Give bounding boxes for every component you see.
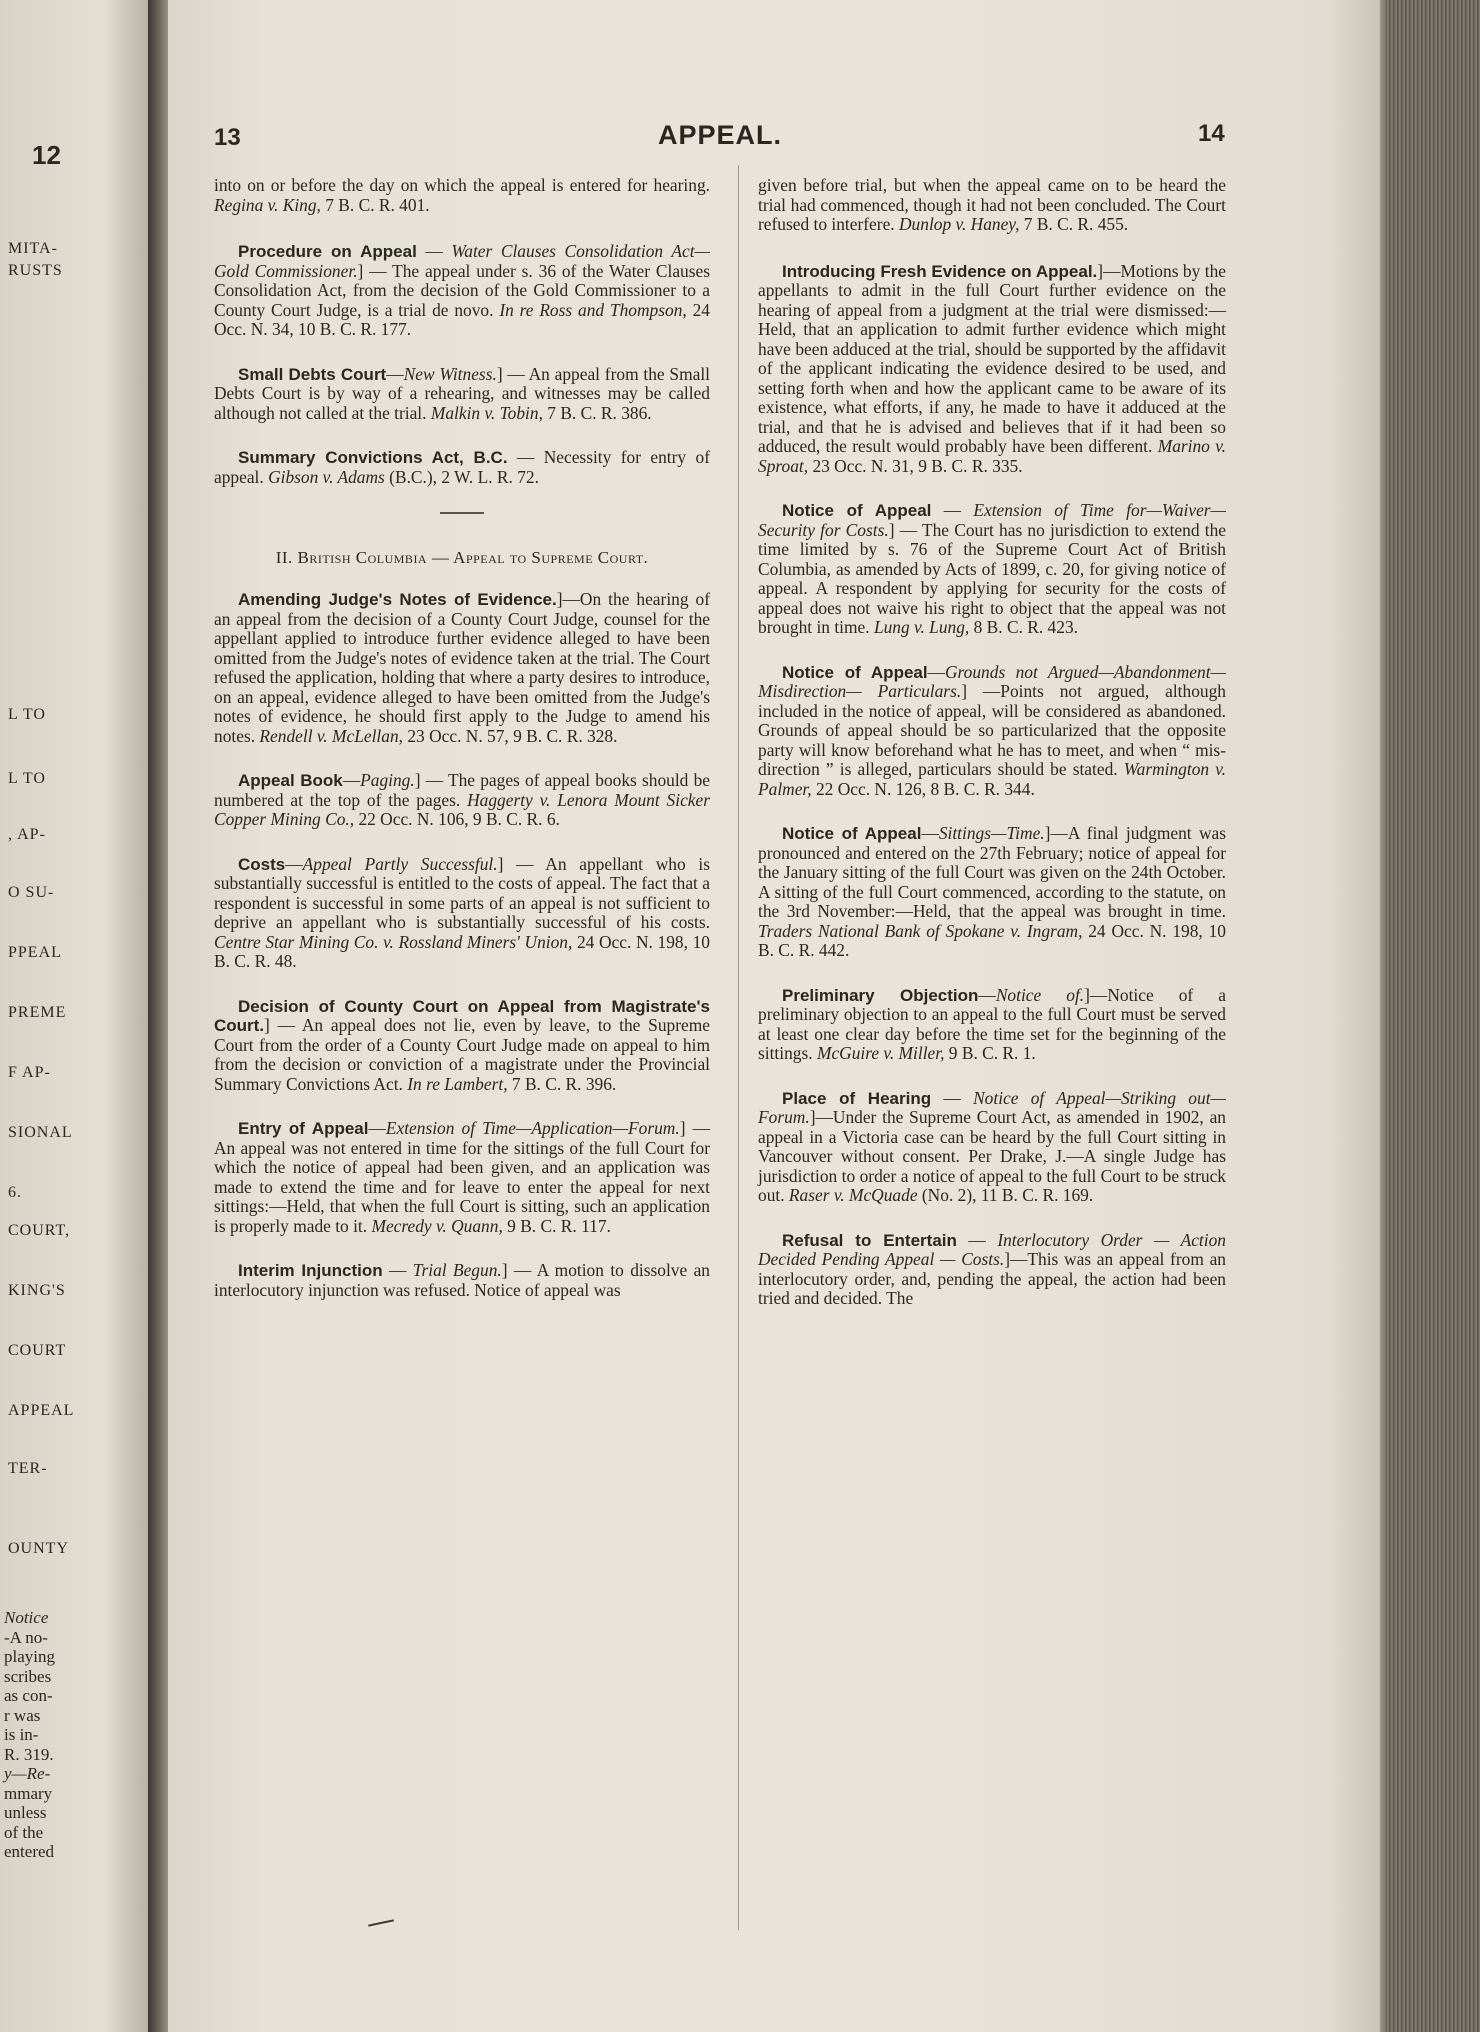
left-page-bottom-line: scribes <box>4 1666 52 1686</box>
entry-heading: Refusal to Entertain <box>782 1230 957 1250</box>
left-page-bottom-line: R. 319. <box>4 1744 54 1764</box>
entry-case-name: Lung v. Lung, <box>873 617 970 637</box>
entry-citation: 24 Occ. N. 198, 10 B. C. R. 442. <box>758 920 1226 960</box>
entry-citation: 7 B. C. R. 386. <box>542 402 652 423</box>
page-number-13: 13 <box>214 124 241 151</box>
left-page-fragment: TER- <box>8 1460 48 1477</box>
left-page-fragment: APPEAL <box>8 1402 75 1419</box>
left-page-bottom-line: entered <box>4 1842 55 1861</box>
left-page-fragment: KING'S <box>8 1282 66 1299</box>
left-page-fragment: O SU- <box>8 884 55 901</box>
entry-body: ]—Motions by the appellants to admit in the full Court further evidence on the hearing of appeal from a judgment at the trial were dismissed:—Held, that an application to admit further evidence which might have been adduced at the trial, should be supported by the affidavit of the applicant indicating the evidence desired to be used, and setting forth when and how the applicant came to be aware of its existence, what efforts, if any, he made to have it adduced at the trial, and that he is advised and believes that if it had been so adduced, the result would probably have been different. <box>758 260 1227 456</box>
entry-subheading: Extension of Time for—Waiver—Security for Costs. <box>758 500 1227 540</box>
entry-body: ]—Under the Supreme Court Act, as amended in 1902, an appeal in a Victoria case can be heard by the full Court sitting in Vancouver without consent. Per Drake, J.—A single Judge has jurisdiction to order a notice of appeal to the full Court to be struck out. <box>758 1107 1226 1205</box>
digest-entry <box>214 1119 710 1236</box>
entry-body: Necessity for entry of appeal. <box>214 447 710 487</box>
left-page-fragment: L TO <box>8 706 46 723</box>
entry-citation: 7 B. C. R. 396. <box>507 1073 617 1094</box>
entry-separator: — <box>978 984 996 1005</box>
entry-heading: Notice of Appeal <box>782 824 922 843</box>
entry-subheading: Notice of Appeal—Striking out—Forum. <box>758 1087 1226 1127</box>
entry-case-name: Marino v. Sproat, <box>758 436 1226 476</box>
entry-separator: — <box>507 447 544 467</box>
entry-heading: Summary Convictions Act, B.C. <box>238 448 508 467</box>
entry-citation: 8 B. C. R. 423. <box>969 617 1078 637</box>
entry-subheading: Trial Begun. <box>412 1260 502 1280</box>
digest-entry <box>214 242 710 340</box>
entry-citation: (No. 2), 11 B. C. R. 169. <box>917 1185 1094 1205</box>
digest-entry <box>758 1089 1226 1206</box>
right-continuation: given before trial, but when the appeal came on to be heard the trial had commenced, though it had not been concluded. The Court refused to interfere. Dunlop v. Haney, 7 B. C. R. 455. <box>758 175 1226 234</box>
left-page-fragment: RUSTS <box>8 262 63 279</box>
entry-body: ]—On the hearing of an appeal from the decision of a County Court Judge, counsel for the appellant applied to introduce further evidence alleged to have been omitted from the Judge's notes of evidence taken at the trial. The Court refused the application, holding that where a party desires to introduce, on an appeal, evidence alleged to have been omitted from the Judge's notes of evidence, he should first apply to the Judge to amend his notes. <box>214 589 711 746</box>
ink-mark <box>368 1919 394 1926</box>
entry-heading: Entry of Appeal <box>238 1119 369 1138</box>
column-rule <box>738 165 739 1930</box>
entry-subheading: Extension of Time—Application—Forum. <box>385 1118 680 1138</box>
entry-subheading: Paging. <box>360 770 415 790</box>
entry-heading: Notice of Appeal <box>782 501 932 520</box>
entry-subheading: Notice of. <box>995 984 1085 1005</box>
entry-case-name: In re Ross and Thompson, <box>499 299 687 320</box>
left-page-fragment: MITA- <box>8 240 58 257</box>
digest-entry <box>214 997 710 1095</box>
entry-citation: 9 B. C. R. 117. <box>502 1215 611 1236</box>
entry-case-name: Gibson v. Adams <box>268 466 385 487</box>
left-page-fragment: OUNTY <box>8 1540 69 1557</box>
entry-body: ] — The pages of appeal books should be numbered at the top of the pages. <box>214 770 710 810</box>
digest-entry <box>214 365 710 424</box>
entry-body: ]—Notice of a preliminary objection to an appeal to the full Court must be served at least one clear day before the time set for the beginning of the sittings. <box>758 984 1226 1063</box>
entry-citation: (B.C.), 2 W. L. R. 72. <box>384 466 539 487</box>
entry-body: ] — An appeal does not lie, even by leave, to the Supreme Court from the order of a County Court Judge made on appeal to him from the decision or conviction of a magistrate under the Provincial Summary Convictions Act. <box>214 1015 710 1094</box>
entry-subheading: Appeal Partly Successful. <box>302 853 498 874</box>
entry-heading: Small Debts Court <box>238 364 387 384</box>
entry-separator: — <box>927 661 945 682</box>
entry-subheading: Grounds not Argued—Abandonment—Misdirection— Particulars. <box>758 661 1226 701</box>
entry-separator: — <box>416 241 452 261</box>
left-page-bottom-line: mmary <box>4 1783 53 1803</box>
entry-body: ] — An appeal was not entered in time for the sittings of the full Court for which the notice of appeal had been given, and an application was made to extend the time and for leave to enter the appeal for next sittings:—Held, that when the full Court is sitting, such an application is properly made to it. <box>214 1118 710 1236</box>
entry-body: ] — The Court has no jurisdiction to extend the time limited by s. 76 of the Supreme Court Act of British Columbia, as amended by Acts of 1899, c. 20, for giving notice of appeal. A respondent by applying for security for the costs of appeal does not waive his right to object that the appeal was not brought in time. <box>758 519 1226 637</box>
entry-separator: — <box>382 1260 413 1280</box>
left-facing-page <box>0 0 148 2032</box>
section-divider <box>440 512 484 514</box>
digest-entry <box>758 986 1226 1064</box>
left-page-fragment: COURT <box>8 1342 67 1359</box>
entry-citation: 24 Occ. N. 198, 10 B. C. R. 48. <box>214 931 710 971</box>
entry-body: ]—A final judgment was pronounced and entered on the 27th February; notice of appeal for the January sitting of the full Court was given on the 24th October. A sitting of the full Court commenced, according to the statute, on the 3rd November:—Held, that the appeal was brought in time. <box>758 823 1226 921</box>
entry-heading: Decision of County Court on Appeal from Magistrate's Court. <box>214 996 710 1035</box>
left-page-bottom-line: y—Re- <box>4 1764 51 1783</box>
digest-entry <box>758 1231 1226 1309</box>
entry-subheading: Interlocutory Order — Action Decided Pending Appeal — Costs. <box>758 1229 1226 1269</box>
left-page-bottom-line: Notice <box>4 1608 49 1627</box>
digest-entry <box>758 663 1226 800</box>
entry-case-name: Traders National Bank of Spokane v. Ingram, <box>758 920 1083 941</box>
entry-subheading: Sittings—Time. <box>938 823 1045 843</box>
entry-heading: Amending Judge's Notes of Evidence. <box>238 590 557 609</box>
digest-entry <box>214 771 710 830</box>
section-title: II. British Columbia — Appeal to Supreme Court. <box>275 548 649 567</box>
left-page-bottom-line: playing <box>4 1647 55 1666</box>
entry-case-name: In re Lambert, <box>407 1073 508 1094</box>
running-title: APPEAL. <box>658 120 783 150</box>
left-page-fragment: PREME <box>8 1004 67 1021</box>
left-page-fragment: SIONAL <box>8 1124 73 1141</box>
digest-entry <box>758 824 1226 961</box>
left-page-fragment: , AP- <box>8 826 46 843</box>
left-page-bottom-line: as con- <box>4 1686 53 1705</box>
main-page <box>168 0 1386 2032</box>
entry-body: ] —Points not argued, although included in the notice of appeal, will be considered as abandoned. Grounds of appeal should be so particularized that the opposite party will know beforehand what he has to meet, and when “ mis-direction ” is alleged, particulars should be stated. <box>758 681 1226 779</box>
entry-body: ] — A motion to dissolve an interlocutory injunction was refused. Notice of appeal was <box>214 1260 710 1300</box>
entry-separator: — <box>956 1229 998 1250</box>
left-continuation: into on or before the day on which the appeal is entered for hearing. Regina v. King, 7 B. C. R. 401. <box>214 175 710 215</box>
entry-separator: — <box>342 770 361 790</box>
entry-heading: Notice of Appeal <box>782 662 928 682</box>
left-page-bottom-line: unless <box>4 1803 47 1822</box>
entry-body: ] — An appeal from the Small Debts Court is by way of a rehearing, and witnesses may be called although not called at the trial. <box>214 363 710 423</box>
left-page-fragment: COURT, <box>8 1222 71 1239</box>
entry-citation: 23 Occ. N. 57, 9 B. C. R. 328. <box>403 725 618 746</box>
entry-citation: 9 B. C. R. 1. <box>944 1043 1036 1063</box>
left-entries-after-section <box>214 590 710 1300</box>
entry-case-name: Rendell v. McLellan, <box>259 725 403 746</box>
entry-subheading: New Witness. <box>403 363 497 384</box>
left-page-fragment: PPEAL <box>8 944 62 961</box>
digest-entry <box>214 1261 710 1300</box>
entry-case-name: Mecredy v. Quann, <box>371 1215 503 1236</box>
entry-citation: 22 Occ. N. 126, 8 B. C. R. 344. <box>811 778 1035 799</box>
entry-body: ] — The appeal under s. 36 of the Water Clauses Consolidation Act, from the decision of the Gold Commissioner to a County Court Judge, is a trial de novo. <box>214 260 710 320</box>
entry-heading: Introducing Fresh Evidence on Appeal. <box>782 261 1098 281</box>
right-column <box>740 176 1226 1334</box>
left-page-fragment: L TO <box>8 770 46 787</box>
entry-body: ]—This was an appeal from an interlocutory order, and, pending the appeal, the action had been tried and decided. The <box>758 1249 1226 1308</box>
digest-entry <box>758 501 1226 638</box>
entry-separator: — <box>386 363 404 384</box>
entry-citation: 22 Occ. N. 106, 9 B. C. R. 6. <box>354 809 560 829</box>
entry-case-name: Malkin v. Tobin, <box>430 402 543 423</box>
left-page-bottom-line: is in- <box>4 1725 39 1744</box>
entry-separator: — <box>368 1118 386 1138</box>
entry-separator: — <box>931 1087 974 1108</box>
left-page-fragment: 6. <box>8 1184 22 1201</box>
page-number-14: 14 <box>1198 120 1225 147</box>
entry-heading: Place of Hearing <box>782 1088 932 1108</box>
entry-subheading: Water Clauses Consolidation Act—Gold Commissioner. <box>214 241 710 281</box>
digest-entry <box>214 590 710 746</box>
left-column <box>214 176 710 1325</box>
left-page-fragment: F AP- <box>8 1064 51 1081</box>
entry-case-name: Raser v. McQuade <box>788 1185 918 1205</box>
left-page-bottom-line: of the <box>4 1822 44 1842</box>
entry-separator: — <box>921 823 939 843</box>
left-page-number: 12 <box>32 140 61 170</box>
entry-heading: Costs <box>238 854 286 874</box>
digest-entry <box>214 855 710 972</box>
entry-citation: 23 Occ. N. 31, 9 B. C. R. 335. <box>808 455 1023 476</box>
left-page-bottom-line: r was <box>4 1705 41 1725</box>
book-gutter <box>148 0 170 2032</box>
entry-case-name: Centre Star Mining Co. v. Rossland Miners' Union, <box>214 931 573 952</box>
entry-heading: Preliminary Objection <box>782 985 979 1005</box>
entry-body: ] — An appellant who is substantially successful is entitled to the costs of appeal. The fact that a respondent is successful in some parts of an appeal is not sufficient to deprive an appellant who is substantially successful of his costs. <box>214 853 710 932</box>
left-entries-before-section <box>214 242 710 487</box>
entry-heading: Appeal Book <box>238 771 343 790</box>
entry-case-name: Warmington v. Palmer, <box>758 759 1226 799</box>
right-entries <box>758 262 1226 1309</box>
entry-separator: — <box>931 500 974 520</box>
digest-entry <box>758 262 1226 477</box>
left-page-bottom-line: -A no- <box>4 1627 48 1647</box>
entry-heading: Procedure on Appeal <box>238 242 417 261</box>
entry-case-name: Haggerty v. Lenora Mount Sicker Copper Mining Co., <box>214 789 710 829</box>
entry-citation: 24 Occ. N. 34, 10 B. C. R. 177. <box>214 299 710 339</box>
entry-case-name: McGuire v. Miller, <box>816 1043 945 1063</box>
digest-entry <box>214 448 710 487</box>
book-page-edges <box>1386 0 1480 2032</box>
entry-heading: Interim Injunction <box>238 1261 383 1280</box>
entry-separator: — <box>285 853 303 874</box>
